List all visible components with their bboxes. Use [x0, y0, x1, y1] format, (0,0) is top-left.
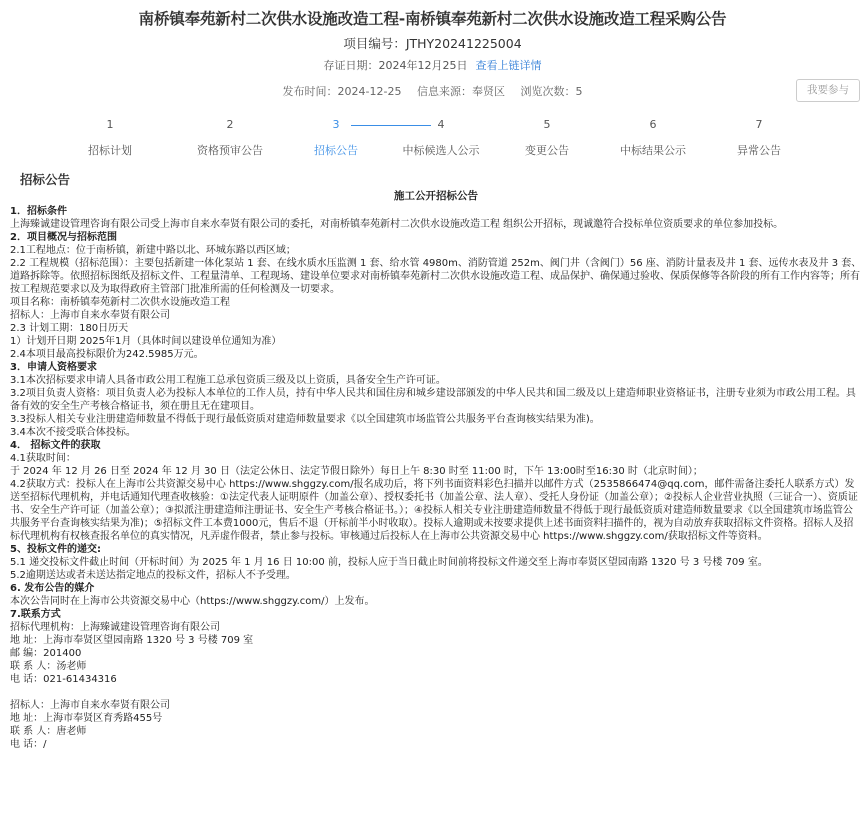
doc-paragraph: 3.4本次不接受联合体投标。: [10, 427, 136, 438]
step-abnormal-notice[interactable]: [699, 118, 819, 158]
step-label: 资格预审公告: [197, 144, 263, 157]
view-count: 浏览次数：5: [520, 85, 583, 98]
doc-paragraph: 4.2获取方式：投标人在上海市公共资源交易中心 https://www.shggzy.com/报名成功后，将下列书面资料彩色扫描并以邮件方式（2535866474@qq.com，邮件需备注委托人联系方式）发送至招标代理机构，并电话通知代理查收核验：①法定代表人证明原件（加盖公章）、授权委托书（加盖公章、法人章）、受托人身份证（加盖公章）；②投标人企业营业执照（三证合一）、资质证书、安全生产许可证（加盖公章）；③拟派注册建造师注册证书、安全生产考核合格证书。）；④投标人相关专业注册建造师数量不得低于现行最低资质对建造师数量要求《以全国建筑市场监管公共服务平台查询核实结果为准)；⑤招标文件工本费1000元，售后不退（开标前半小时收取）。投标人逾期或未按要求提供上述书面资料扫描件的，视为自动放弃获取招标文件资格。招标人及招标代理机构有权核查报名单位的真实情况，凡弄虚作假者，禁止参与投标。审核通过后投标人在上海市公共资源交易中心 https://www.shggzy.com/获取招标文件等资料。: [10, 479, 858, 542]
heading-1: 1．招标条件: [10, 206, 67, 217]
step-label: 中标候选人公示: [402, 144, 480, 157]
doc-paragraph: 2.2 工程规模（招标范围）：主要包括新建一体化泵站 1 套、在线水质水压监测 1 套、给水管 4980m、消防管道 252m、阀门井（含阀门）56 座、消防计量表及井 1 套、远传水表及井 3 套、道路拆除等。依照招标图纸及招标文件、工程量清单、工程现场、建设单位要求对南桥镇奉苑新村二次供水设施改造工程、成品保护、确保通过验收、保质保修等各阶段的所有工作内容等；所有按工程规范要求以及为取得政府主管部门批准所需的任何检测及一切要求。: [10, 258, 862, 295]
contact-line: 电 话：/: [10, 739, 47, 750]
notice-document: [10, 190, 862, 751]
chain-details-link[interactable]: 查看上链详情: [475, 59, 542, 72]
contact-line: 招标代理机构：上海臻诚建设管理咨询有限公司: [10, 622, 220, 633]
contact-line: 招标人：上海市自来水奉贤有限公司: [10, 700, 170, 711]
join-button[interactable]: 我要参与: [796, 79, 860, 102]
doc-paragraph: 3.2项目负责人资格：项目负责人必为投标人本单位的工作人员，持有中华人民共和国住房和城乡建设部颁发的中华人民共和国二级及以上建造师职业资格证书，注册专业须为市政公用工程。具备有效的安全生产考核合格证书，须在册且无在建项目。: [10, 388, 856, 412]
doc-paragraph: 项目名称：南桥镇奉苑新村二次供水设施改造工程: [10, 297, 230, 308]
doc-paragraph: 本次公告同时在上海市公共资源交易中心（https://www.shggzy.com/）上发布。: [10, 596, 375, 607]
step-number: 4: [437, 118, 445, 131]
publish-meta: [0, 83, 865, 99]
contact-line: 电 话：021-61434316: [10, 674, 117, 685]
project-number: 项目编号：JTHY20241225004: [343, 36, 522, 51]
step-prequalification[interactable]: [170, 118, 290, 158]
doc-paragraph: 于 2024 年 12 月 26 日至 2024 年 12 月 30 日（法定公休日、法定节假日除外）每日上午 8:30 时至 11:00 时，下午 13:00时至16:30 时（北京时间）；: [10, 466, 703, 477]
doc-paragraph: 2.4本项目最高投标限价为242.5985万元。: [10, 349, 204, 360]
step-number: 7: [755, 118, 763, 131]
publish-time: 发布时间：2024-12-25: [282, 85, 402, 98]
doc-paragraph: 5.2逾期送达或者未送达指定地点的投标文件，招标人不予受理。: [10, 570, 296, 581]
doc-paragraph: 2.1工程地点：位于南桥镇，新建中路以北、环城东路以西区域；: [10, 245, 296, 256]
step-bidding-plan[interactable]: [50, 118, 170, 158]
heading-4: 4． 招标文件的获取: [10, 440, 101, 451]
heading-2: 2．项目概况与招标范围: [10, 232, 117, 243]
info-source: 信息来源：奉贤区: [416, 85, 505, 98]
store-info: [0, 57, 865, 73]
heading-3: 3．申请人资格要求: [10, 362, 97, 373]
step-candidate-notice[interactable]: [381, 118, 501, 158]
section-title: 招标公告: [20, 172, 71, 187]
heading-5: 5、投标文件的递交:: [10, 544, 101, 555]
process-steps: [0, 118, 865, 158]
doc-paragraph: 3.1本次招标要求申请人具备市政公用工程施工总承包资质三级及以上资质，具备安全生产许可证。: [10, 375, 446, 386]
step-label: 异常公告: [737, 144, 781, 157]
contact-line: 地 址：上海市奉贤区望园南路 1320 号 3 号楼 709 室: [10, 635, 254, 646]
step-change-notice[interactable]: [487, 118, 607, 158]
document-title: 施工公开招标公告: [394, 190, 478, 202]
step-number: 3: [332, 118, 340, 131]
step-number: 1: [106, 118, 114, 131]
step-result-notice[interactable]: [593, 118, 713, 158]
step-number: 6: [649, 118, 657, 131]
store-date: 存证日期：2024年12月25日: [323, 59, 468, 72]
doc-paragraph: 招标人：上海市自来水奉贤有限公司: [10, 310, 170, 321]
doc-paragraph: 3.3投标人相关专业注册建造师数量不得低于现行最低资质对建造师数量要求《以全国建筑市场监管公共服务平台查询核实结果为准)。: [10, 414, 600, 425]
doc-paragraph: 上海臻诚建设管理咨询有限公司受上海市自来水奉贤有限公司的委托，对南桥镇奉苑新村二次供水设施改造工程 组织公开招标，现诚邀符合投标单位资质要求的单位参加投标。: [10, 219, 784, 230]
doc-paragraph: 5.1 递交投标文件截止时间（开标时间）为 2025 年 1 月 16 日 10:00 前，投标人应于当日截止时间前将投标文件递交至上海市奉贤区望园南路 1320 号 3 号楼 709 室。: [10, 557, 768, 568]
heading-6: 6. 发布公告的媒介: [10, 583, 95, 594]
step-label: 变更公告: [525, 144, 569, 157]
doc-paragraph: 1）计划开日期 2025年1月（具体时间以建设单位通知为准）: [10, 336, 282, 347]
contact-line: 联 系 人：汤老师: [10, 661, 87, 672]
contact-line: 邮 编：201400: [10, 648, 82, 659]
spacer: [10, 686, 862, 699]
doc-paragraph: 4.1获取时间：: [10, 453, 76, 464]
step-tender-notice[interactable]: [276, 118, 396, 158]
contact-line: 地 址：上海市奉贤区育秀路455号: [10, 713, 163, 724]
contact-line: 联 系 人：唐老师: [10, 726, 87, 737]
step-label: 招标计划: [88, 144, 132, 157]
heading-7: 7.联系方式: [10, 609, 61, 620]
doc-paragraph: 2.3 计划工期：180日历天: [10, 323, 129, 334]
step-number: 2: [226, 118, 234, 131]
page-title: 南桥镇奉苑新村二次供水设施改造工程-南桥镇奉苑新村二次供水设施改造工程采购公告: [138, 10, 727, 28]
step-label: 招标公告: [314, 144, 358, 157]
step-label: 中标结果公示: [620, 144, 686, 157]
step-number: 5: [543, 118, 551, 131]
